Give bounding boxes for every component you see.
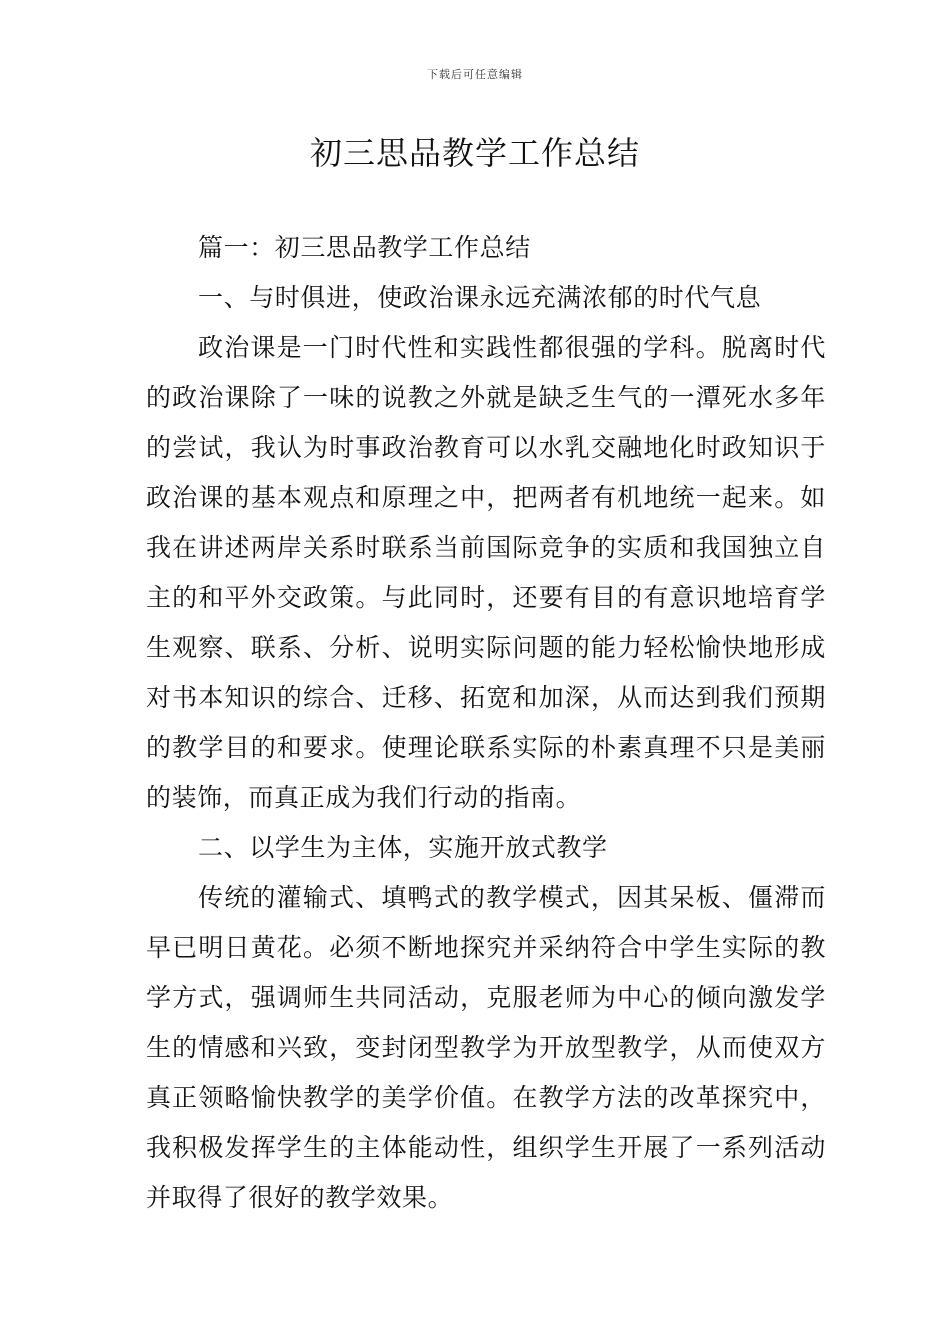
section-heading-1: 一、与时俱进，使政治课永远充满浓郁的时代气息 [198,283,762,312]
paragraph-2: 传统的灌输式、填鸭式的教学模式，因其呆板、僵滞而早已明日黄花。必须不断地探究并采纳符合中学生实际的教学方式，强调师生共同活动，克服老师为中心的倾向激发学生的情感和兴致，变封闭型教学为开放型教学，从而使双方真正领略愉快教学的美学价值。在教学方法的改革探究中，我积极发挥学生的主体能动性，组织学生开展了一系列活动并取得了很好的教学效果。 [146,883,826,1212]
section-heading-part-one: 篇一：初三思品教学工作总结 [198,233,531,262]
paragraph-1: 政治课是一门时代性和实践性都很强的学科。脱离时代的政治课除了一味的说教之外就是缺乏生气的一潭死水多年的尝试，我认为时事政治教育可以水乳交融地化时政知识于政治课的基本观点和原理之中，把两者有机地统一起来。如我在讲述两岸关系时联系当前国际竞争的实质和我国独立自主的和平外交政策。与此同时，还要有目的有意识地培育学生观察、联系、分析、说明实际问题的能力轻松愉快地形成对书本知识的综合、迁移、拓宽和加深，从而达到我们预期的教学目的和要求。使理论联系实际的朴素真理不只是美丽的装饰，而真正成为我们行动的指南。 [146,333,826,812]
section-heading-2: 二、以学生为主体，实施开放式教学 [198,833,608,862]
document-body [146,223,826,1223]
document-title: 初三思品教学工作总结 [309,134,640,172]
header-note: 下载后可任意编辑 [427,68,523,81]
